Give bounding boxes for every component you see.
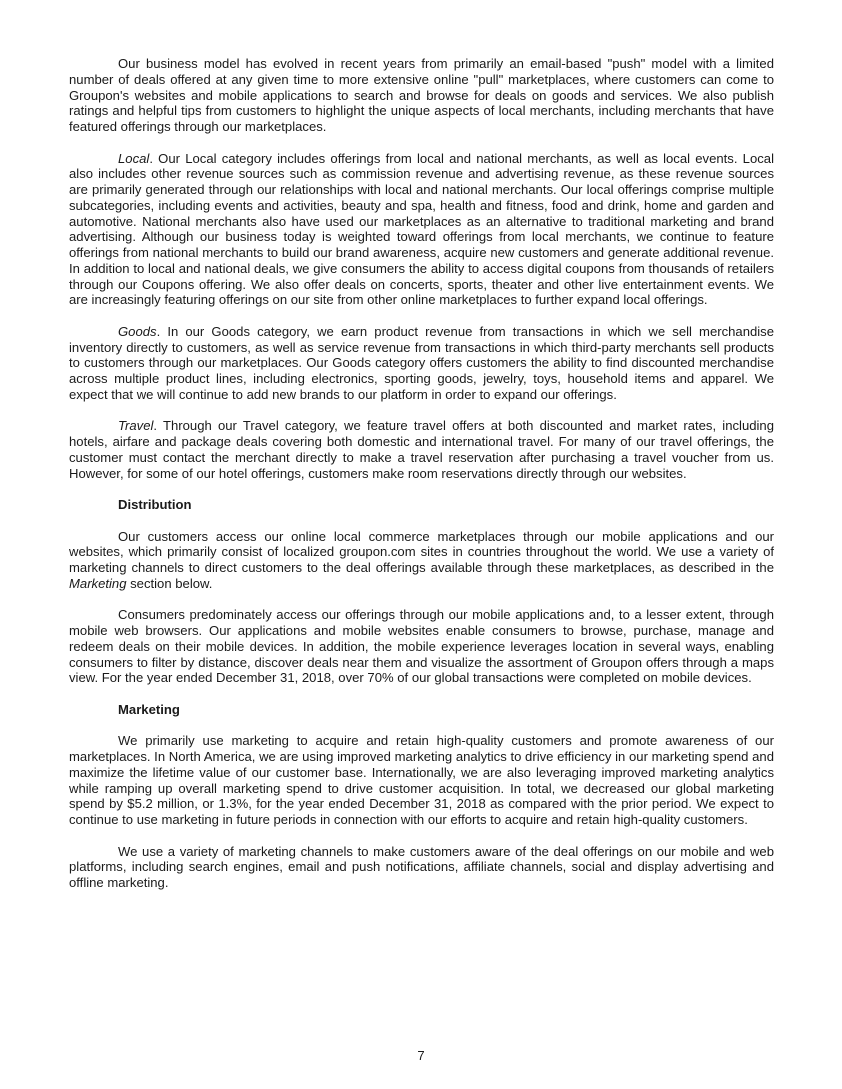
distribution-paragraph-2 — [69, 607, 774, 686]
page-number: 7 — [417, 1048, 425, 1063]
local-paragraph — [69, 151, 774, 309]
goods-paragraph — [69, 324, 774, 403]
goods-lead: Goods — [118, 323, 157, 339]
intro-paragraph — [69, 56, 774, 135]
travel-text: . Through our Travel category, we feature travel offers at both discounted and market rates, including hotels, airfare and package deals covering both domestic and international travel. For many of our travel offerings, the customer must contact the merchant directly to make a travel reservation after purchasing a travel voucher from us. However, for some of our hotel offerings, customers make room reservations directly through our websites. — [69, 418, 774, 481]
distribution-p2-text: Consumers predominately access our offerings through our mobile applications and, to a lesser extent, through mobile web browsers. Our applications and mobile websites enable consumers to browse, purchase, manage and redeem deals on their mobile devices. In addition, the mobile experience leverages location in several ways, enabling consumers to filter by distance, discover deals near them and visualize the assortment of Groupon offers through a maps view. For the year ended December 31, 2018, over 70% of our global transactions were completed on mobile devices. — [69, 607, 774, 686]
intro-text: Our business model has evolved in recent years from primarily an email-based "push" model with a limited number of deals offered at any given time to more extensive online "pull" marketplaces, where customers can come to Groupon's websites and mobile applications to search and browse for deals on goods and services. We also publish ratings and helpful tips from customers to highlight the unique aspects of local merchants, including merchants that have featured offerings through our marketplaces. — [69, 56, 774, 134]
distribution-p1-after: section below. — [126, 575, 213, 591]
distribution-heading: Distribution — [118, 497, 192, 512]
marketing-paragraph-1 — [69, 733, 774, 828]
marketing-p2-text: We use a variety of marketing channels to make customers aware of the deal offerings on our mobile and web platforms, including search engines, email and push notifications, affiliate channels, social and display advertising and offline marketing. — [69, 843, 774, 890]
goods-text: . In our Goods category, we earn product revenue from transactions in which we sell merchandise inventory directly to customers, as well as service revenue from transactions in which third-party merchants sell products to customers through our marketplaces. Our Goods category offers customers the ability to find discounted merchandise across multiple product lines, including electronics, sporting goods, jewelry, toys, household items and apparel. We expect that we will continue to add new brands to our platform in order to expand our offerings. — [69, 323, 774, 402]
marketing-p1-text: We primarily use marketing to acquire and retain high-quality customers and promote awareness of our marketplaces. In North America, we are using improved marketing analytics to drive efficiency in our marketing spend and maximize the lifetime value of our customer base. Internationally, we are also leveraging improved marketing analytics while ramping up overall marketing spend to drive customer acquisition. In total, we decreased our global marketing spend by $5.2 million, or 1.3%, for the year ended December 31, 2018 as compared with the prior period. We expect to continue to use marketing in future periods in connection with our efforts to acquire and retain high-quality customers. — [69, 733, 774, 827]
marketing-reference: Marketing — [69, 575, 127, 591]
travel-lead: Travel — [118, 418, 154, 434]
document-page — [69, 56, 774, 907]
marketing-heading: Marketing — [118, 701, 180, 717]
distribution-p1-before: Our customers access our online local commerce marketplaces through our mobile applications and our websites, which primarily consist of localized groupon.com sites in countries throughout the world. We use a variety of marketing channels to direct customers to the deal offerings available through these marketplaces, as described in the — [69, 528, 774, 575]
local-text: . Our Local category includes offerings from local and national merchants, as well as local events. Local also includes other revenue sources such as commission revenue and advertising revenue, as these revenue sources are primarily generated through our relationships with local and national merchants. Our local offerings comprise multiple subcategories, including events and activities, beauty and spa, health and fitness, food and drink, home and garden and automotive. National merchants also have used our marketplaces as an alternative to traditional marketing and brand advertising. Although our business today is weighted toward offerings from local merchants, we continue to feature offerings from national merchants to build our brand awareness, acquire new customers and generate additional revenue. In addition to local and national deals, we give consumers the ability to access digital coupons from thousands of retailers through our Coupons offering. We also offer deals on concerts, sports, theater and other live entertainment events. We are increasingly featuring offerings on our site from other online marketplaces to further expand local offerings. — [69, 150, 774, 308]
travel-paragraph — [69, 418, 774, 481]
distribution-paragraph-1 — [69, 529, 774, 592]
local-lead: Local — [118, 150, 150, 166]
marketing-paragraph-2 — [69, 844, 774, 891]
